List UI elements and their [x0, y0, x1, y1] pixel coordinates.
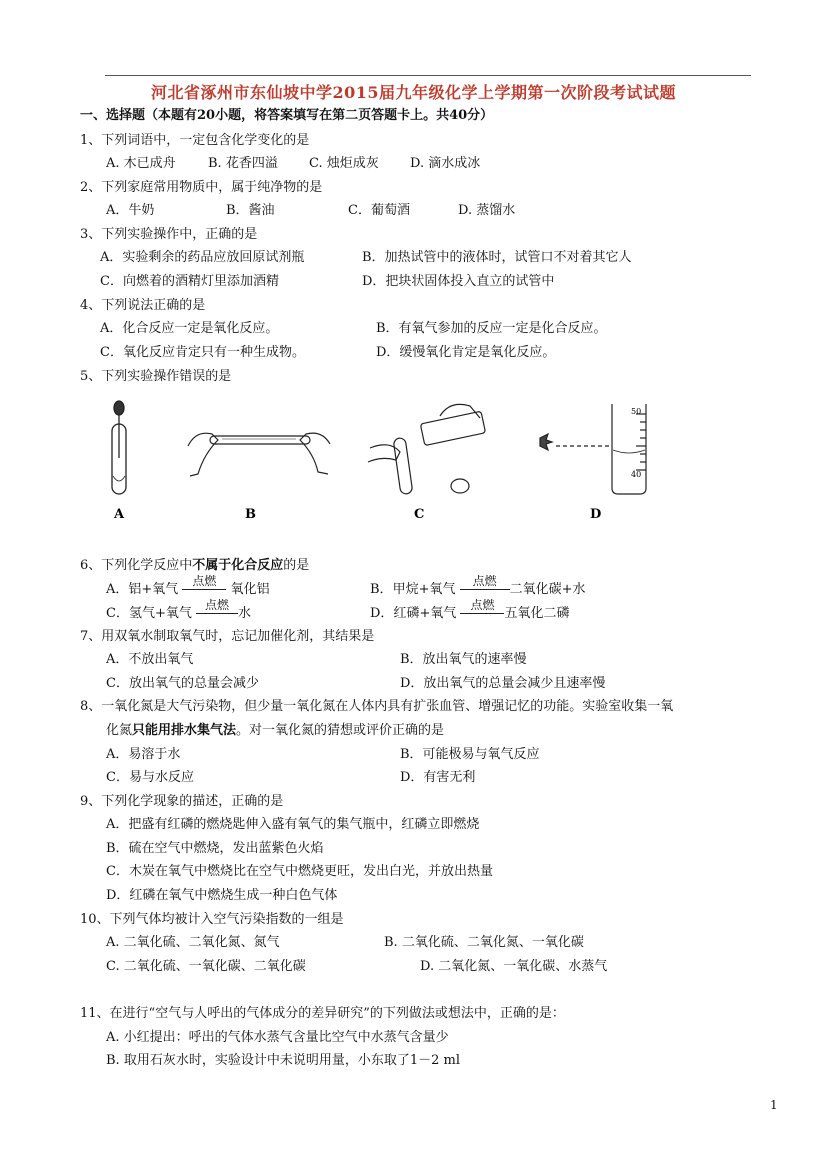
q3-option-b: B．加热试管中的液体时，试管口不对着其它人 [362, 250, 632, 265]
question-8-stem-line2: 化氮只能用排水集气法。对一氧化氮的猜想或评价正确的是 [106, 723, 445, 738]
q4-option-b: B．有氧气参加的反应一定是化合反应。 [376, 321, 607, 336]
q4-option-d: D．缓慢氧化肯定是氧化反应。 [376, 345, 556, 360]
question-10-stem: 10、下列气体均被计入空气污染指数的一组是 [80, 912, 344, 927]
q2-option-c: C．葡萄酒 [348, 203, 410, 218]
q11-option-b: B. 取用石灰水时，实验设计中未说明用量，小东取了1－2 ml [106, 1053, 460, 1068]
q4-option-a: A．化合反应一定是氧化反应。 [100, 321, 279, 336]
q5-figures [100, 396, 680, 526]
question-11-stem: 11、在进行“空气与人呼出的气体成分的差异研究”的下列做法或想法中，正确的是： [80, 1006, 565, 1021]
q3-option-d: D．把块状固体投入直立的试管中 [362, 274, 555, 289]
question-6-stem: 6、下列化学反应中不属于化合反应的是 [80, 558, 310, 573]
q1-option-c: C. 烛炬成灰 [309, 156, 379, 171]
figure-b-hands-tube [188, 433, 330, 476]
cylinder-mark-40: 40 [631, 470, 642, 479]
q3-option-a: A．实验剩余的药品应放回原试剂瓶 [100, 250, 305, 265]
figure-a-dropper [112, 401, 126, 494]
question-7-stem: 7、用双氧水制取氧气时，忘记加催化剂，其结果是 [80, 629, 375, 644]
q4-option-c: C．氧化反应肯定只有一种生成物。 [100, 345, 305, 360]
q7-option-b: B．放出氧气的速率慢 [400, 652, 527, 667]
question-4-stem: 4、下列说法正确的是 [80, 298, 206, 313]
figure-label-c: C [414, 507, 425, 522]
q9-option-a: A．把盛有红磷的燃烧匙伸入盛有氧气的集气瓶中，红磷立即燃烧 [106, 817, 480, 832]
q1-option-d: D. 滴水成冰 [410, 156, 481, 171]
q1-option-b: B. 花香四溢 [208, 156, 278, 171]
q10-option-a: A. 二氧化硫、二氧化氮、氮气 [106, 935, 280, 950]
q8-option-c: C．易与水反应 [106, 770, 194, 785]
page-number: 1 [770, 1098, 778, 1112]
question-1-stem: 1、下列词语中，一定包含化学变化的是 [80, 133, 310, 148]
q2-option-a: A．牛奶 [106, 203, 155, 218]
question-3-stem: 3、下列实验操作中，正确的是 [80, 227, 258, 242]
q6-option-b: B．甲烷+氧气 点燃 二氧化碳+水 [370, 574, 586, 597]
question-9-stem: 9、下列化学现象的描述，正确的是 [80, 794, 284, 809]
page-title: 河北省涿州市东仙坡中学2015届九年级化学上学期第一次阶段考试试题 [150, 83, 677, 102]
q9-option-c: C．木炭在氧气中燃烧比在空气中燃烧更旺，发出白光，并放出热量 [106, 864, 493, 879]
q6-option-c: C．氢气+氧气 点燃 水 [106, 598, 252, 621]
question-5-stem: 5、下列实验操作错误的是 [80, 369, 232, 384]
q10-option-d: D. 二氧化氮、一氧化碳、水蒸气 [420, 959, 608, 974]
q8-option-b: B．可能极易与氧气反应 [400, 747, 540, 762]
question-8-stem-line1: 8、一氧化氮是大气污染物，但少量一氧化氮在人体内具有扩张血管、增强记忆的功能。实验室收集一氧 [80, 699, 674, 714]
q7-option-a: A．不放出氧气 [106, 652, 194, 667]
q11-option-a: A. 小红提出：呼出的气体水蒸气含量比空气中水蒸气含量少 [106, 1030, 449, 1045]
q9-option-d: D．红磷在氧气中燃烧生成一种白色气体 [106, 888, 338, 903]
figure-label-d: D [590, 507, 602, 522]
q10-option-b: B. 二氧化硫、二氧化氮、一氧化碳 [384, 935, 584, 950]
section-heading: 一、选择题（本题有20小题，将答案填写在第二页答题卡上。共40分） [80, 108, 494, 123]
lab-operations-illustration [100, 396, 680, 526]
q7-option-d: D．放出氧气的总量会减少且速率慢 [400, 676, 606, 691]
q2-option-d: D. 蒸馏水 [458, 203, 516, 218]
figure-label-b: B [245, 507, 256, 522]
q9-option-b: B．硫在空气中燃烧，发出蓝紫色火焰 [106, 841, 324, 856]
q2-option-b: B．酱油 [226, 203, 275, 218]
figure-c-pouring [368, 404, 486, 494]
figure-label-a: A [114, 507, 125, 522]
cylinder-mark-50: 50 [631, 407, 642, 416]
q1-option-a: A. 木已成舟 [106, 156, 176, 171]
q7-option-c: C．放出氧气的总量会减少 [106, 676, 259, 691]
figure-d-cylinder [540, 404, 646, 494]
q6-option-a: A．铝+氧气 点燃 氧化铝 [106, 574, 270, 597]
q10-option-c: C. 二氧化硫、一氧化碳、二氧化碳 [106, 959, 306, 974]
q8-option-d: D．有害无利 [400, 770, 476, 785]
q8-option-a: A．易溶于水 [106, 747, 181, 762]
q3-option-c: C．向燃着的酒精灯里添加酒精 [100, 274, 279, 289]
q6-option-d: D．红磷+氧气 点燃 五氧化二磷 [370, 598, 570, 621]
question-2-stem: 2、下列家庭常用物质中，属于纯净物的是 [80, 180, 323, 195]
header-rule [105, 75, 751, 76]
